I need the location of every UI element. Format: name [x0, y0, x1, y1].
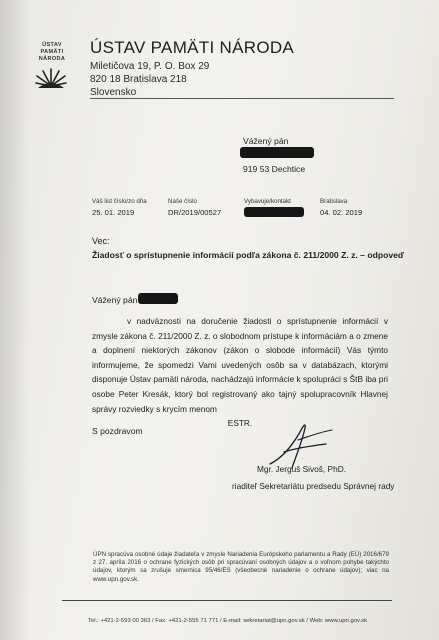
- ref-value-your-letter: 25. 01. 2019: [92, 208, 135, 217]
- logo-line-2: PAMÄTI: [40, 49, 64, 55]
- body-last-line: ESTR.: [227, 418, 253, 429]
- footer-rule: [62, 600, 392, 601]
- address-line-3: Slovensko: [90, 87, 137, 98]
- address-line-2: 820 18 Bratislava 218: [90, 74, 187, 85]
- addressee-salutation: Vážený pán: [243, 136, 289, 146]
- logo-line-3: NÁRODA: [38, 56, 66, 62]
- ref-value-date: 04. 02. 2019: [320, 208, 363, 217]
- addressee-postal: 919 53 Dechtice: [243, 164, 306, 174]
- signatory-title: riaditeľ Sekretariátu predsedu Správnej rady: [232, 481, 395, 491]
- ref-label-your-letter: Váš list číslo/zo dňa: [92, 198, 147, 205]
- header-rule: [90, 98, 394, 99]
- body-paragraph: v nadväznosti na doručenie žiadosti o sprístupnenie informácií v zmysle zákona č. 211/2000 Z. z. o slobodnom prístupe k informáciám a o zmene a doplnení niektorých zákonov (zákon o slobode informácií) Vás týmto informujeme, že spomedzi Vami uvedených osôb sa v databázach, ktorými disponuje Ústav pamäti národa, nachádzajú informácie k spolupráci s ŠtB iba pri osobe Peter Kresák, ktorý bol registrovaný ako tajný spolupracovník Hlavnej správy rozviedky s krycím menom: [92, 316, 388, 414]
- redacted-contact: [244, 207, 304, 217]
- privacy-note: ÚPN spracúva osobné údaje žiadateľa v zmysle Nariadenia Európskeho parlamentu a Rady (EÚ) 2016/679 z 27. apríla 2016 o ochrane fyzických osôb pri spracúvaní osobných údajov a o voľnom pohybe takýchto údajov, ktorým sa zrušuje smernica 95/46/ES (všeobecné nariadenie o ochrane údajov); viac na www.upn.gov.sk.: [93, 551, 389, 583]
- address-line-1: Miletičova 19, P. O. Box 29: [90, 61, 210, 72]
- page-shadow: [0, 0, 30, 640]
- letter-body: [92, 314, 388, 431]
- contact-line: Tel.: +421-2-593 00 363 / Fax: +421-2-555 71 771 / E-mail: sekretariat@upn.gov.sk / Web: www.upn.gov.sk: [88, 618, 368, 624]
- ref-label-our-number: Naše číslo: [168, 198, 197, 205]
- closing: S pozdravom: [92, 426, 143, 436]
- subject-label: Vec:: [92, 236, 110, 246]
- logo-wordmark: [34, 42, 70, 63]
- logo-line-1: ÚSTAV: [42, 42, 62, 48]
- ref-label-place: Bratislava: [320, 198, 348, 205]
- subject-text: Žiadosť o sprístupnenie informácií podľa zákona č. 211/2000 Z. z. – odpoveď: [92, 250, 405, 260]
- redacted-name: [240, 147, 314, 158]
- ref-value-our-number: DR/2019/00527: [168, 208, 222, 217]
- org-name: ÚSTAV PAMÄTI NÁRODA: [90, 38, 295, 57]
- letter-salutation: Vážený pán: [92, 295, 138, 305]
- signatory-name: Mgr. Jerguš Sivoš, PhD.: [257, 464, 346, 474]
- sun-logo-icon: [34, 64, 68, 94]
- redacted-recipient-name: [138, 293, 178, 304]
- ref-label-handled-by: Vybavuje/kontakt: [244, 198, 291, 205]
